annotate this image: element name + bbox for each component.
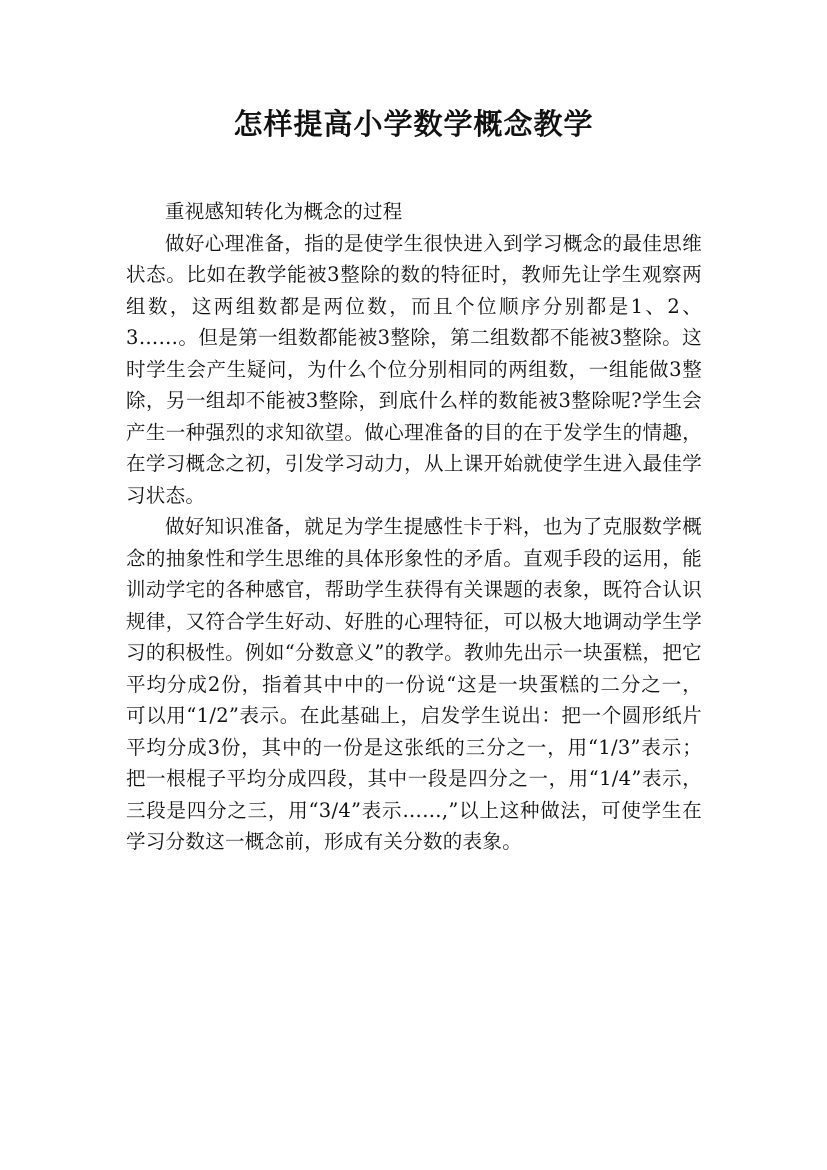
document-title: 怎样提高小学数学概念教学 (233, 107, 594, 141)
document-body (126, 196, 702, 858)
paragraph-knowledge-preparation: 做好知识准备，就足为学生提感性卡于料，也为了克服数学概念的抽象性和学生思维的具体形象性的矛盾。直观手段的运用，能训动学宅的各种感官，帮助学生获得有关课题的表象，既符合认识规律，又符合学生好动、好胜的心理特征，可以极大地调动学生学习的积极性。例如“分数意义”的教学。教帅先出示一块蛋糕，把它平均分成2份，指着其中中的一份说“这是一块蛋糕的二分之一，可以用“1/2”表示。在此基础上，启发学生说出：把一个圆形纸片平均分成3份，其中的一份是这张纸的三分之一，用“1/3”表示；把一根棍子平均分成四段，其中一段是四分之一，用“1/4”表示，三段是四分之三，用“3/4”表示……,”以上这种做法，可使学生在学习分数这一概念前，形成有关分数的表象。 (126, 515, 702, 853)
section-heading: 重视感知转化为概念的过程 (165, 200, 403, 223)
paragraph-psychological-preparation: 做好心理准备，指的是使学生很快进入到学习概念的最佳思维状态。比如在教学能被3整除的数的特征时，教师先让学生观察两组数，这两组数都是两位数，而且个位顺序分别都是1、2、3……。但是第一组数都能被3整除，第二组数都不能被3整除。这时学生会产生疑问，为什么个位分别相同的两组数，一组能做3整除，另一组却不能被3整除，到底什么样的数能被3整除呢?学生会产生一种强烈的求知欲望。做心理准备的目的在于发学生的情趣，在学习概念之初，引发学习动力，从上课开始就使学生进入最佳学习状态。 (126, 231, 702, 507)
